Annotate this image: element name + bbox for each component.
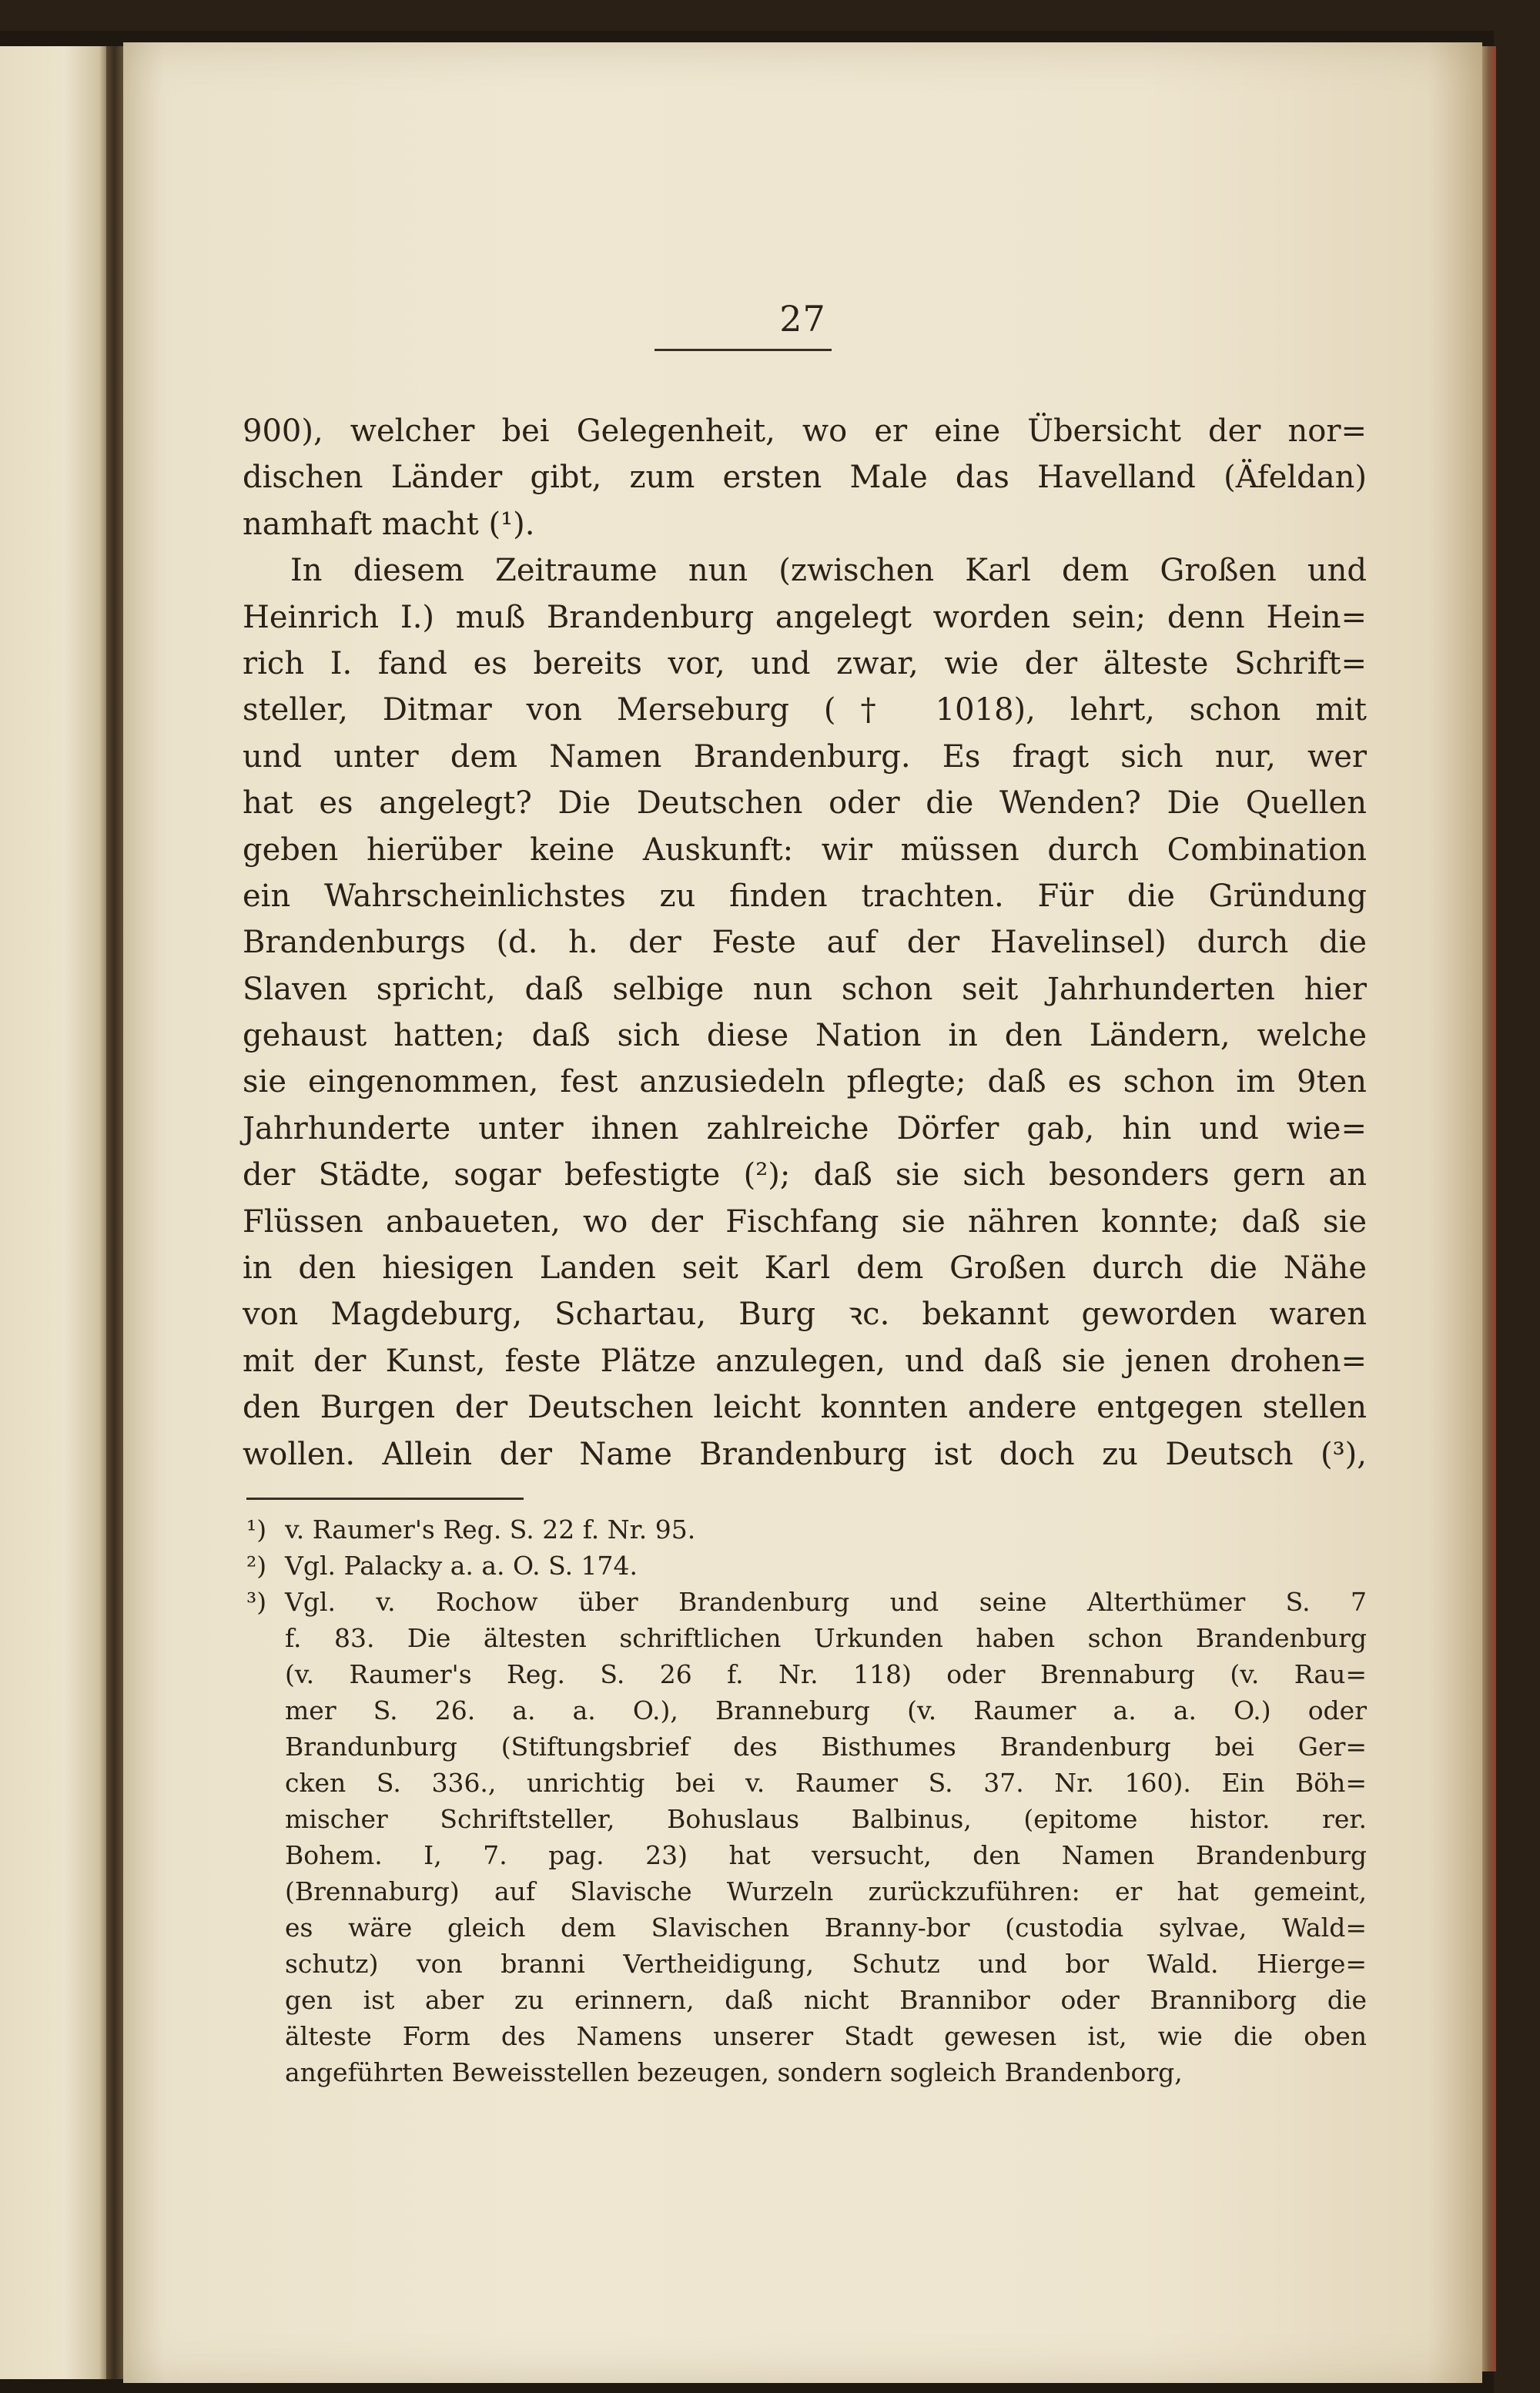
footnote [246,1511,1367,1548]
footnote-line: f. 83. Die ältesten schriftlichen Urkunden haben schon Brandenburg [285,1623,1367,1653]
body-line: Slaven spricht, daß selbige nun schon seit Jahrhunderten hier [243,971,1367,1007]
body-line: In diesem Zeitraume nun (zwischen Karl dem Großen und [290,553,1367,589]
body-line: und unter dem Namen Brandenburg. Es fragt sich nur, wer [243,738,1367,775]
footnote-line: mischer Schriftsteller, Bohuslaus Balbinus, (epitome histor. rer. [285,1804,1367,1834]
footnote-text: v. Raumer's Reg. S. 22 f. Nr. 95. [285,1514,696,1545]
footnote-text: Vgl. Palacky a. a. O. S. 174. [285,1551,638,1581]
footnote-line: (Brennaburg) auf Slavische Wurzeln zurückzuführen: er hat gemeint, [285,1876,1367,1906]
body-line: namhaft macht (¹). [243,506,535,542]
body-line: Brandenburgs (d. h. der Feste auf der Havelinsel) durch die [243,925,1367,961]
footnote [246,1548,1367,1584]
page-number: 27 [779,298,826,340]
footnote-line [246,1511,1367,1548]
body-text [243,408,1367,1478]
body-line: sie eingenommen, fest anzusiedeln pflegte; daß es schon im 9ten [243,1064,1367,1100]
body-line: mit der Kunst, feste Plätze anzulegen, und daß sie jenen drohen= [243,1343,1367,1379]
body-line: ein Wahrscheinlichstes zu finden trachten. Für die Gründung [243,878,1367,914]
footnote-line: gen ist aber zu erinnern, daß nicht Brannibor oder Branniborg die [285,1985,1367,2015]
body-line: 900), welcher bei Gelegenheit, wo er eine Übersicht der nor= [243,413,1367,449]
footnote-line: angeführten Beweisstellen bezeugen, sondern sogleich Brandenborg, [285,2057,1183,2087]
body-line: der Städte, sogar befestigte (²); daß sie sich besonders gern an [243,1157,1367,1193]
footnote-line: mer S. 26. a. a. O.), Branneburg (v. Raumer a. a. O.) oder [285,1695,1367,1725]
body-line: wollen. Allein der Name Brandenburg ist doch zu Deutsch (³), [243,1436,1367,1472]
footnote-line: älteste Form des Namens unserer Stadt gewesen ist, wie die oben [285,2021,1367,2051]
footnote-marker: ²) [246,1551,267,1581]
footnote-line: schutz) von branni Vertheidigung, Schutz und bor Wald. Hierge= [285,1949,1367,1979]
body-line: Flüssen anbaueten, wo der Fischfang sie nähren konnte; daß sie [243,1203,1367,1240]
footnote-line: es wäre gleich dem Slavischen Branny-bor (custodia sylvae, Wald= [285,1913,1367,1943]
footnotes [246,1511,1367,2090]
footnote [246,1584,1367,2090]
body-line: rich I. fand es bereits vor, und zwar, wie der älteste Schrift= [243,645,1367,681]
page-edge [1482,46,1496,2371]
footnote-text: Vgl. v. Rochow über Brandenburg und seine Alterthümer S. 7 [285,1587,1367,1617]
body-line: dischen Länder gibt, zum ersten Male das Havelland (Äfeldan) [243,460,1367,496]
body-line: hat es angelegt? Die Deutschen oder die Wenden? Die Quellen [243,785,1367,822]
body-line: steller, Ditmar von Merseburg († 1018), lehrt, schon mit [243,692,1367,728]
body-line: Jahrhunderte unter ihnen zahlreiche Dörfer gab, hin und wie= [243,1110,1367,1146]
footnote-line [246,1548,1367,1584]
footnote-line: Bohem. I, 7. pag. 23) hat versucht, den Namen Brandenburg [285,1840,1367,1870]
page-number-rule [654,349,832,351]
footnote-line: (v. Raumer's Reg. S. 26 f. Nr. 118) oder Brennaburg (v. Rau= [285,1659,1367,1689]
body-line: gehaust hatten; daß sich diese Nation in den Ländern, welche [243,1018,1367,1054]
body-line: den Burgen der Deutschen leicht konnten andere entgegen stellen [243,1390,1367,1426]
left-page-edge [0,46,108,2379]
body-line: in den hiesigen Landen seit Karl dem Großen durch die Nähe [243,1250,1367,1287]
body-line: geben hierüber keine Auskunft: wir müssen durch Combination [243,832,1367,868]
body-line: Heinrich I.) muß Brandenburg angelegt worden sein; denn Hein= [243,599,1367,635]
footnote-line: cken S. 336., unrichtig bei v. Raumer S. 37. Nr. 160). Ein Böh= [285,1768,1367,1798]
footnote-marker: ¹) [246,1514,267,1545]
footnote-marker: ³) [246,1587,267,1617]
right-page [123,42,1482,2383]
footnote-line [246,1584,1367,1620]
footnote-rule [246,1498,524,1500]
body-line: von Magdeburg, Schartau, Burg ꝛc. bekannt geworden waren [243,1297,1367,1333]
footnote-line: Brandunburg (Stiftungsbrief des Bisthumes Brandenburg bei Ger= [285,1732,1367,1762]
